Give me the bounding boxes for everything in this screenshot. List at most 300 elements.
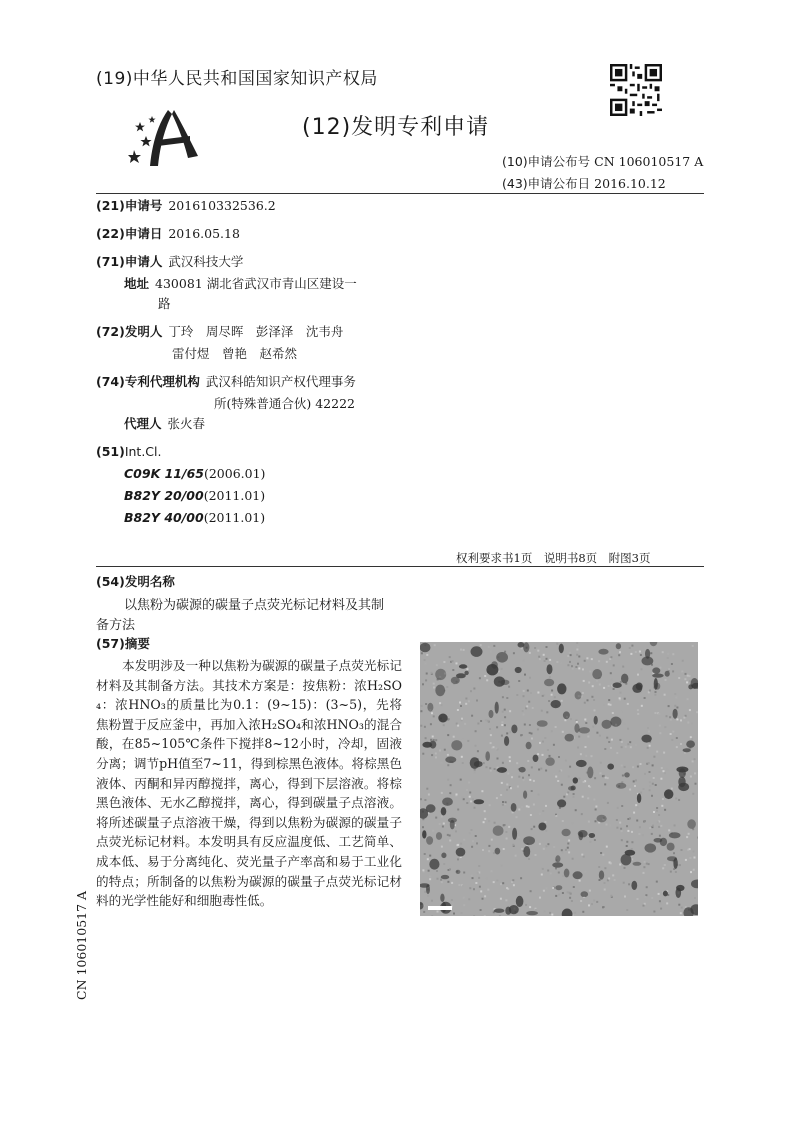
noise-speck	[552, 887, 554, 889]
noise-speck	[577, 747, 579, 749]
noise-speck	[460, 843, 462, 845]
noise-speck	[549, 755, 551, 757]
noise-speck	[476, 700, 478, 702]
noise-speck	[555, 726, 557, 728]
noise-speck	[436, 664, 438, 666]
noise-speck	[502, 882, 504, 884]
noise-speck	[509, 756, 511, 758]
noise-speck	[646, 863, 648, 865]
noise-speck	[684, 678, 686, 680]
noise-speck	[596, 901, 598, 903]
scale-bar	[428, 906, 452, 910]
noise-speck	[690, 776, 692, 778]
quantum-dot-particle	[489, 710, 494, 718]
noise-speck	[608, 878, 610, 880]
quantum-dot-particle	[581, 891, 589, 897]
quantum-dot-particle	[612, 682, 621, 688]
quantum-dot-particle	[445, 756, 456, 763]
noise-speck	[668, 705, 670, 707]
quantum-dot-particle	[557, 683, 566, 694]
noise-speck	[503, 848, 505, 850]
noise-speck	[624, 698, 626, 700]
quantum-dot-particle	[576, 760, 587, 767]
noise-speck	[672, 731, 674, 733]
field-label: 发明人	[124, 324, 163, 339]
noise-speck	[578, 736, 580, 738]
quantum-dot-particle	[441, 853, 446, 859]
noise-speck	[455, 830, 457, 832]
quantum-dot-particle	[538, 823, 546, 831]
noise-speck	[660, 903, 662, 905]
noise-speck	[599, 735, 601, 737]
noise-speck	[678, 799, 680, 801]
noise-speck	[648, 731, 650, 733]
noise-speck	[637, 806, 639, 808]
noise-speck	[428, 794, 430, 796]
quantum-dot-particle	[565, 734, 575, 742]
noise-speck	[644, 861, 646, 863]
noise-speck	[509, 710, 511, 712]
noise-speck	[435, 739, 437, 741]
noise-speck	[668, 668, 670, 670]
noise-speck	[484, 810, 486, 812]
noise-speck	[661, 805, 663, 807]
noise-speck	[608, 685, 610, 687]
noise-speck	[523, 714, 525, 716]
noise-speck	[518, 836, 520, 838]
section-divider	[96, 566, 704, 567]
noise-speck	[482, 849, 484, 851]
noise-speck	[469, 887, 471, 889]
noise-speck	[660, 908, 662, 910]
noise-speck	[486, 766, 488, 768]
noise-speck	[645, 894, 647, 896]
quantum-dot-particle	[633, 862, 642, 866]
noise-speck	[644, 896, 646, 898]
quantum-dot-particle	[555, 855, 560, 862]
noise-speck	[619, 822, 621, 824]
noise-speck	[610, 747, 612, 749]
noise-speck	[449, 656, 451, 658]
noise-speck	[629, 817, 631, 819]
field-label: Int.Cl.	[124, 444, 162, 459]
noise-speck	[428, 870, 430, 872]
qr-code-icon	[610, 64, 662, 116]
noise-speck	[539, 813, 541, 815]
noise-speck	[517, 786, 519, 788]
noise-speck	[583, 856, 585, 858]
noise-speck	[525, 904, 527, 906]
noise-speck	[694, 772, 696, 774]
noise-speck	[509, 760, 511, 762]
noise-speck	[431, 672, 433, 674]
noise-speck	[518, 809, 520, 811]
noise-speck	[577, 663, 579, 665]
noise-speck	[501, 724, 503, 726]
noise-speck	[475, 882, 477, 884]
noise-speck	[504, 824, 506, 826]
noise-speck	[587, 736, 589, 738]
noise-speck	[440, 879, 442, 881]
noise-speck	[689, 857, 691, 859]
noise-speck	[662, 798, 664, 800]
noise-speck	[589, 841, 591, 843]
noise-speck	[508, 686, 510, 688]
noise-speck	[457, 809, 459, 811]
abstract-heading-label: (57)摘要	[96, 636, 150, 651]
noise-speck	[585, 746, 587, 748]
noise-speck	[583, 680, 585, 682]
noise-speck	[686, 836, 688, 838]
noise-speck	[547, 870, 549, 872]
noise-speck	[598, 866, 600, 868]
noise-speck	[602, 854, 604, 856]
noise-speck	[542, 754, 544, 756]
noise-speck	[457, 725, 459, 727]
noise-speck	[477, 750, 479, 752]
noise-speck	[565, 849, 567, 851]
noise-speck	[632, 766, 634, 768]
noise-speck	[600, 772, 602, 774]
noise-speck	[470, 800, 472, 802]
noise-speck	[644, 697, 646, 699]
noise-speck	[480, 720, 482, 722]
quantum-dot-particle	[686, 740, 695, 747]
noise-speck	[451, 882, 453, 884]
noise-speck	[642, 788, 644, 790]
noise-speck	[641, 668, 643, 670]
noise-speck	[578, 656, 580, 658]
noise-speck	[488, 845, 490, 847]
noise-speck	[674, 693, 676, 695]
noise-speck	[648, 691, 650, 693]
noise-speck	[642, 834, 644, 836]
noise-speck	[573, 796, 575, 798]
noise-speck	[447, 754, 449, 756]
noise-speck	[588, 904, 590, 906]
noise-speck	[614, 879, 616, 881]
quantum-dot-particle	[441, 875, 449, 879]
noise-speck	[633, 780, 635, 782]
noise-speck	[626, 841, 628, 843]
noise-speck	[562, 875, 564, 877]
noise-speck	[423, 911, 425, 913]
noise-speck	[637, 766, 639, 768]
quantum-dot-particle	[616, 643, 621, 649]
noise-speck	[596, 680, 598, 682]
noise-speck	[543, 890, 545, 892]
quantum-dot-particle	[645, 843, 657, 852]
noise-speck	[427, 895, 429, 897]
noise-speck	[529, 732, 531, 734]
noise-speck	[471, 846, 473, 848]
noise-speck	[604, 748, 606, 750]
application-date-value: 2016.05.18	[168, 226, 240, 241]
noise-speck	[624, 867, 626, 869]
field-code: (21)	[96, 198, 125, 213]
noise-speck	[491, 839, 493, 841]
noise-speck	[460, 649, 462, 651]
noise-speck	[509, 731, 511, 733]
noise-speck	[619, 697, 621, 699]
quantum-dot-particle	[589, 833, 596, 838]
noise-speck	[421, 705, 423, 707]
noise-speck	[429, 876, 431, 878]
noise-speck	[611, 678, 613, 680]
noise-speck	[643, 905, 645, 907]
noise-speck	[485, 719, 487, 721]
quantum-dot-particle	[545, 757, 554, 766]
noise-speck	[579, 880, 581, 882]
quantum-dot-particle	[602, 720, 612, 729]
noise-speck	[604, 783, 606, 785]
noise-speck	[460, 912, 462, 914]
classification-version: (2011.01)	[203, 488, 266, 503]
noise-speck	[650, 652, 652, 654]
noise-speck	[621, 839, 623, 841]
quantum-dot-particle	[637, 793, 641, 803]
noise-speck	[452, 660, 454, 662]
noise-speck	[608, 699, 610, 701]
quantum-dot-particle	[557, 799, 566, 807]
noise-speck	[635, 804, 637, 806]
noise-speck	[620, 681, 622, 683]
noise-speck	[622, 666, 624, 668]
noise-speck	[608, 703, 610, 705]
noise-speck	[421, 652, 423, 654]
noise-speck	[533, 780, 535, 782]
noise-speck	[467, 740, 469, 742]
agent	[124, 414, 205, 434]
quantum-dot-particle	[645, 649, 650, 659]
noise-speck	[497, 758, 499, 760]
quantum-dot-particle	[562, 829, 571, 837]
noise-speck	[524, 674, 526, 676]
noise-speck	[580, 753, 582, 755]
noise-speck	[571, 900, 573, 902]
noise-speck	[484, 915, 486, 916]
classification-code: C09K 11/65	[124, 466, 204, 481]
noise-speck	[486, 679, 488, 681]
noise-speck	[465, 698, 467, 700]
noise-speck	[582, 796, 584, 798]
quantum-dot-particle	[598, 649, 608, 655]
field-label: 申请人	[124, 254, 163, 269]
agency-line-1: 武汉科皓知识产权代理事务	[205, 374, 356, 389]
int-cl	[96, 442, 162, 462]
noise-speck	[600, 762, 602, 764]
quantum-dot-particle	[551, 700, 561, 708]
noise-speck	[488, 646, 490, 648]
noise-speck	[546, 658, 548, 660]
noise-speck	[506, 838, 508, 840]
noise-speck	[682, 660, 684, 662]
application-number	[96, 196, 276, 216]
noise-speck	[510, 828, 512, 830]
noise-speck	[616, 827, 618, 829]
noise-speck	[529, 906, 531, 908]
quantum-dot-particle	[519, 767, 526, 773]
noise-speck	[656, 751, 658, 753]
noise-speck	[584, 719, 586, 721]
quantum-dot-particle	[435, 685, 445, 697]
noise-speck	[629, 741, 631, 743]
noise-speck	[611, 739, 613, 741]
noise-speck	[694, 857, 696, 859]
quantum-dot-particle	[654, 838, 663, 843]
noise-speck	[551, 914, 553, 916]
noise-speck	[639, 651, 641, 653]
noise-speck	[555, 815, 557, 817]
noise-speck	[653, 911, 655, 913]
noise-speck	[553, 744, 555, 746]
classification-entry	[124, 464, 265, 484]
noise-speck	[507, 773, 509, 775]
noise-speck	[504, 709, 506, 711]
noise-speck	[672, 653, 674, 655]
noise-speck	[474, 807, 476, 809]
noise-speck	[448, 718, 450, 720]
noise-speck	[591, 658, 593, 660]
classification-entry	[124, 486, 265, 506]
noise-speck	[576, 649, 578, 651]
noise-speck	[604, 882, 606, 884]
noise-speck	[664, 809, 666, 811]
quantum-dot-particle	[667, 856, 677, 861]
header-divider	[96, 193, 704, 194]
quantum-dot-particle	[587, 767, 593, 779]
noise-speck	[605, 777, 607, 779]
noise-speck	[477, 723, 479, 725]
noise-speck	[653, 756, 655, 758]
noise-speck	[513, 884, 515, 886]
noise-speck	[569, 766, 571, 768]
quantum-dot-particle	[665, 671, 670, 677]
noise-speck	[518, 680, 520, 682]
quantum-dot-particle	[599, 870, 604, 879]
noise-speck	[680, 719, 682, 721]
noise-speck	[610, 704, 612, 706]
noise-speck	[450, 784, 452, 786]
noise-speck	[695, 783, 697, 785]
noise-speck	[470, 690, 472, 692]
noise-speck	[662, 867, 664, 869]
noise-speck	[547, 749, 549, 751]
noise-speck	[546, 711, 548, 713]
noise-speck	[675, 697, 677, 699]
quantum-dot-particle	[436, 832, 442, 840]
noise-speck	[522, 777, 524, 779]
noise-speck	[544, 910, 546, 912]
noise-speck	[502, 696, 504, 698]
noise-speck	[653, 777, 655, 779]
noise-speck	[568, 840, 570, 842]
noise-speck	[558, 894, 560, 896]
noise-speck	[469, 832, 471, 834]
noise-speck	[487, 889, 489, 891]
noise-speck	[491, 870, 493, 872]
noise-speck	[494, 822, 496, 824]
quantum-dot-particle	[523, 642, 529, 652]
noise-speck	[529, 652, 531, 654]
noise-speck	[666, 769, 668, 771]
noise-speck	[424, 726, 426, 728]
noise-speck	[432, 736, 434, 738]
noise-speck	[594, 709, 596, 711]
quantum-dot-particle	[673, 709, 678, 719]
noise-speck	[617, 807, 619, 809]
noise-speck	[635, 744, 637, 746]
noise-speck	[659, 667, 661, 669]
noise-speck	[681, 907, 683, 909]
noise-speck	[457, 709, 459, 711]
noise-speck	[441, 846, 443, 848]
noise-speck	[621, 805, 623, 807]
noise-speck	[533, 804, 535, 806]
noise-speck	[506, 887, 508, 889]
field-code: (71)	[96, 254, 125, 269]
noise-speck	[530, 890, 532, 892]
noise-speck	[464, 723, 466, 725]
noise-speck	[569, 652, 571, 654]
noise-speck	[567, 792, 569, 794]
noise-speck	[549, 676, 551, 678]
noise-speck	[523, 779, 525, 781]
noise-speck	[690, 871, 692, 873]
noise-speck	[516, 816, 518, 818]
noise-speck	[436, 870, 438, 872]
noise-speck	[607, 879, 609, 881]
noise-speck	[675, 871, 677, 873]
noise-speck	[555, 895, 557, 897]
noise-speck	[489, 767, 491, 769]
abstract-heading	[96, 634, 150, 654]
noise-speck	[643, 866, 645, 868]
quantum-dot-particle	[512, 828, 517, 840]
noise-speck	[603, 704, 605, 706]
noise-speck	[665, 679, 667, 681]
quantum-dot-particle	[555, 885, 562, 890]
noise-speck	[621, 746, 623, 748]
publication-date-label: (43)申请公布日	[502, 176, 591, 191]
noise-speck	[528, 701, 530, 703]
noise-speck	[664, 864, 666, 866]
noise-speck	[544, 821, 546, 823]
noise-speck	[496, 726, 498, 728]
noise-speck	[463, 904, 465, 906]
quantum-dot-particle	[691, 880, 698, 889]
side-publication-number	[74, 890, 94, 1010]
noise-speck	[462, 762, 464, 764]
field-code: (74)	[96, 374, 125, 389]
noise-speck	[551, 694, 553, 696]
quantum-dot-particle	[505, 907, 511, 915]
noise-speck	[649, 785, 651, 787]
noise-speck	[551, 690, 553, 692]
noise-speck	[449, 835, 451, 837]
quantum-dot-particle	[464, 671, 468, 675]
noise-speck	[460, 705, 462, 707]
noise-speck	[630, 653, 632, 655]
noise-speck	[621, 765, 623, 767]
field-label: 代理人	[124, 416, 162, 431]
noise-speck	[568, 851, 570, 853]
noise-speck	[582, 911, 584, 913]
quantum-dot-particle	[652, 667, 660, 673]
noise-speck	[626, 825, 628, 827]
noise-speck	[619, 739, 621, 741]
noise-speck	[532, 707, 534, 709]
